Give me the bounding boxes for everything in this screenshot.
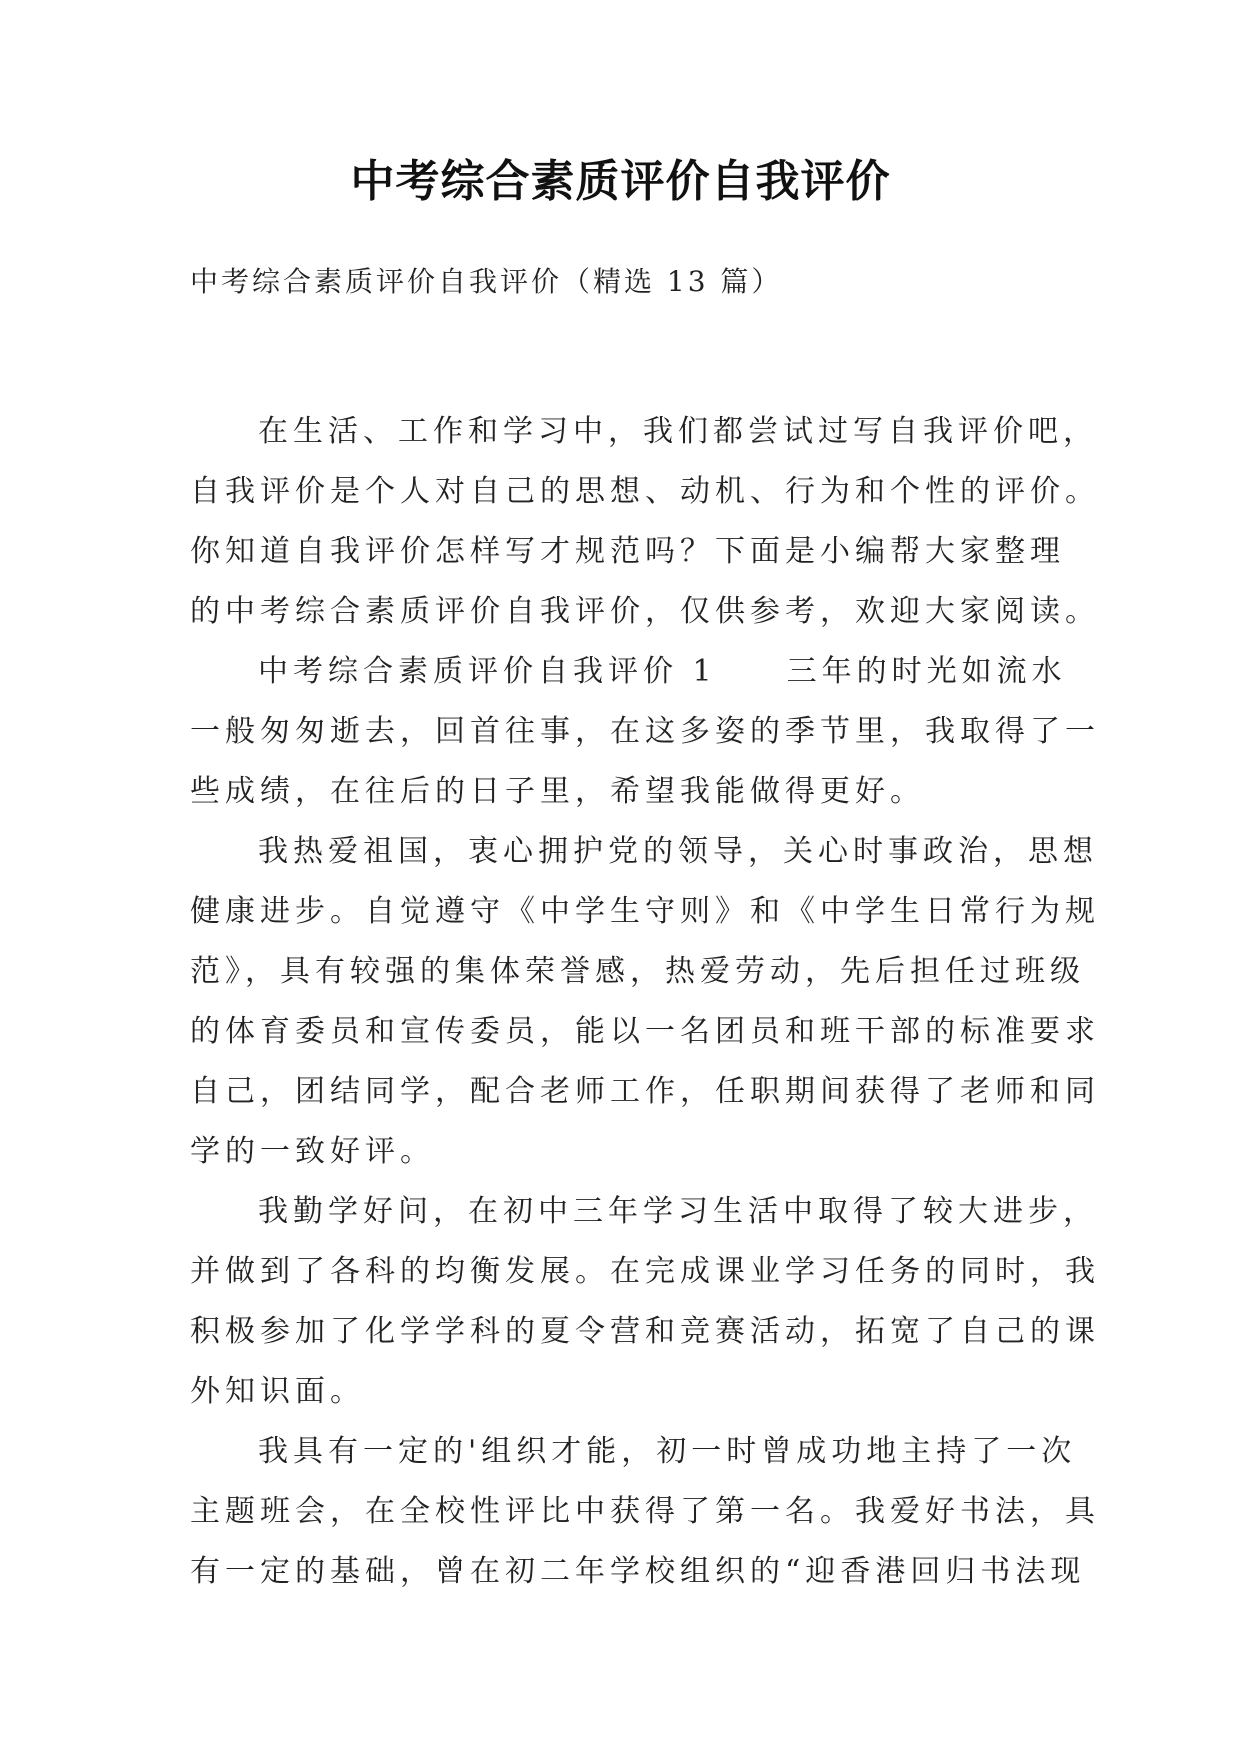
body-line: 范》，具有较强的集体荣誉感，热爱劳动，先后担任过班级 bbox=[190, 954, 1085, 989]
body-line: 有一定的基础，曾在初二年学校组织的“迎香港回归书法现 bbox=[190, 1554, 1086, 1589]
body-line: 的中考综合素质评价自我评价，仅供参考，欢迎大家阅读。 bbox=[190, 594, 1100, 629]
body-line: 并做到了各科的均衡发展。在完成课业学习任务的同时，我 bbox=[190, 1254, 1100, 1289]
body-line: 的体育委员和宣传委员，能以一名团员和班干部的标准要求 bbox=[190, 1014, 1100, 1049]
document-subtitle: 中考综合素质评价自我评价（精选 13 篇） bbox=[190, 265, 783, 298]
document-body bbox=[190, 402, 1100, 1602]
body-line: 学的一致好评。 bbox=[190, 1134, 435, 1169]
body-line: 健康进步。自觉遵守《中学生守则》和《中学生日常行为规 bbox=[190, 894, 1100, 929]
body-line: 积极参加了化学学科的夏令营和竞赛活动，拓宽了自己的课 bbox=[190, 1314, 1100, 1349]
document-title: 中考综合素质评价自我评价 bbox=[350, 156, 891, 207]
body-line: 我勤学好问，在初中三年学习生活中取得了较大进步， bbox=[258, 1194, 1098, 1229]
body-line: 你知道自我评价怎样写才规范吗？下面是小编帮大家整理 bbox=[190, 534, 1065, 569]
body-line: 我热爱祖国，衷心拥护党的领导，关心时事政治，思想 bbox=[258, 834, 1098, 869]
body-line: 外知识面。 bbox=[190, 1374, 365, 1409]
body-line: 些成绩，在往后的日子里，希望我能做得更好。 bbox=[190, 774, 925, 809]
body-line: 我具有一定的'组织才能，初一时曾成功地主持了一次 bbox=[258, 1434, 1077, 1469]
body-line: 在生活、工作和学习中，我们都尝试过写自我评价吧， bbox=[258, 414, 1098, 449]
body-line: 主题班会，在全校性评比中获得了第一名。我爱好书法，具 bbox=[190, 1494, 1100, 1529]
body-line: 自己，团结同学，配合老师工作，任职期间获得了老师和同 bbox=[190, 1074, 1100, 1109]
body-line: 自我评价是个人对自己的思想、动机、行为和个性的评价。 bbox=[190, 474, 1100, 509]
body-line: 中考综合素质评价自我评价 1 三年的时光如流水 bbox=[258, 654, 1067, 689]
body-line: 一般匆匆逝去，回首往事，在这多姿的季节里，我取得了一 bbox=[190, 714, 1100, 749]
